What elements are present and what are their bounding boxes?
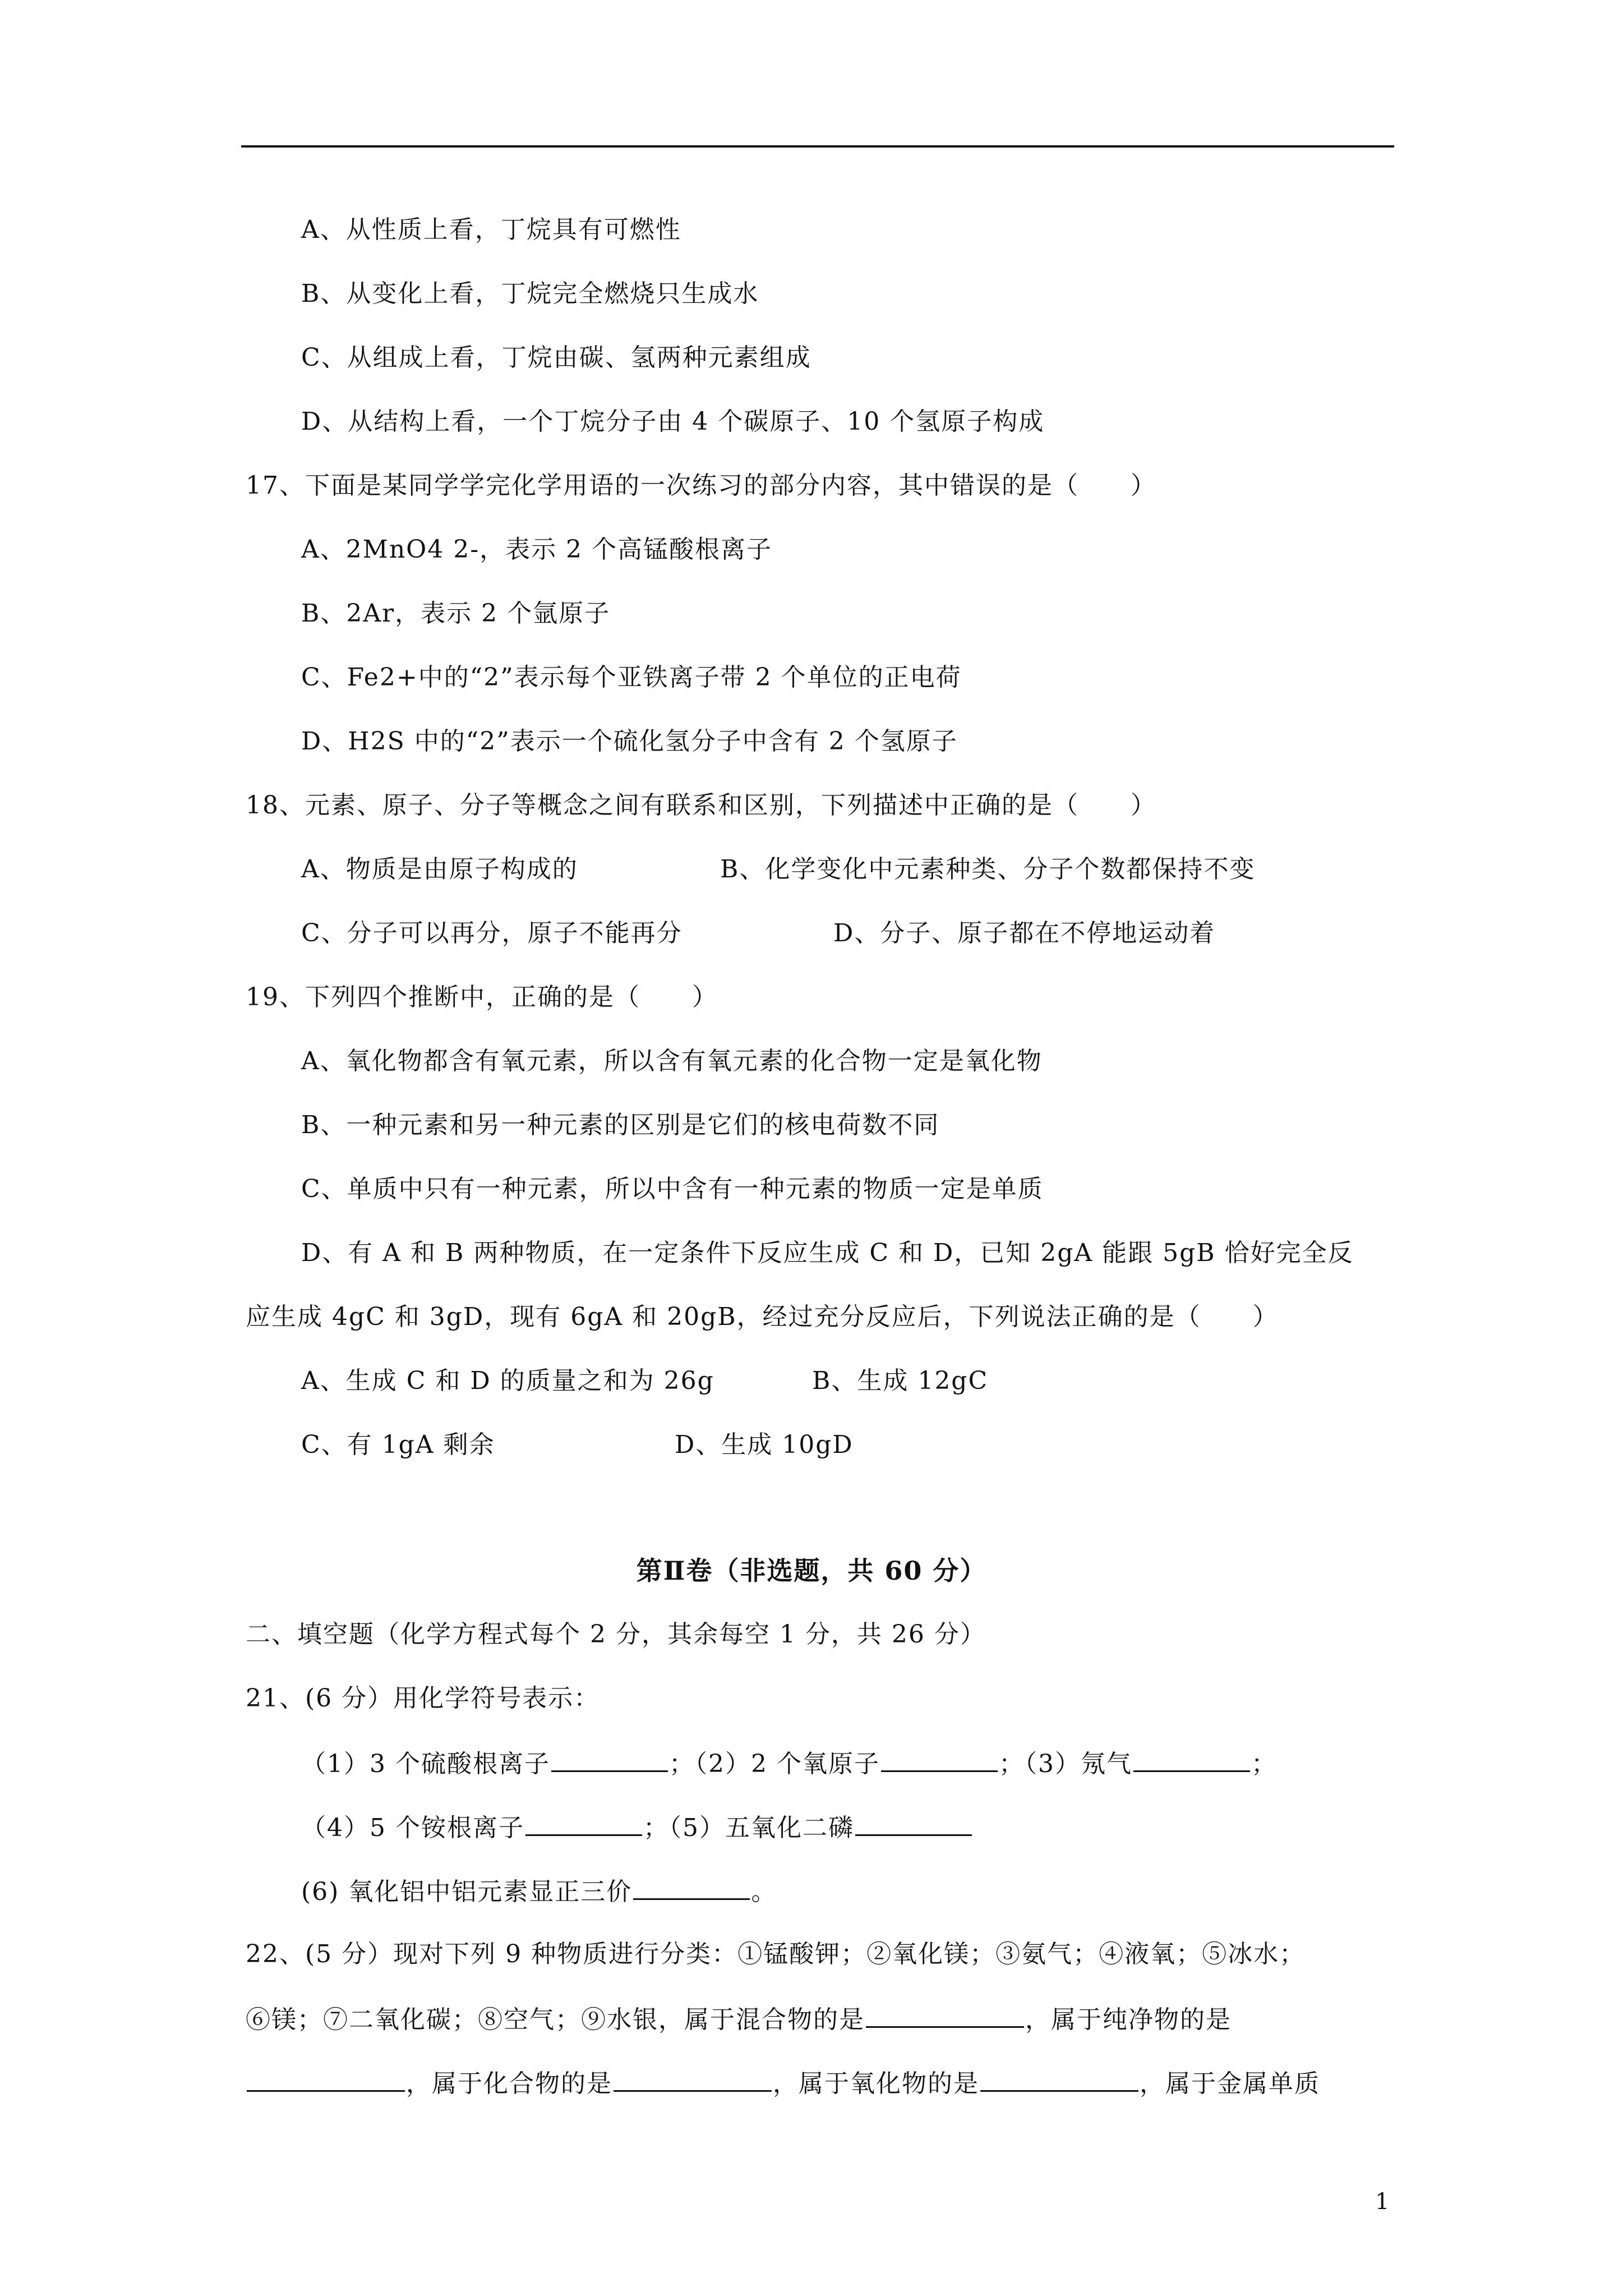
q22-line-3-text-b: ，属于氧化物的是 xyxy=(773,2069,979,2098)
q16-option-a: A、从性质上看，丁烷具有可燃性 xyxy=(301,215,681,244)
page-number: 1 xyxy=(1375,2189,1390,2215)
q21-part-3-label: ；（3）氖气 xyxy=(998,1750,1132,1778)
q19-option-d-line1: D、有 A 和 B 两种物质，在一定条件下反应生成 C 和 D，已知 2gA 能跟 5gB 恰好完全反 xyxy=(301,1239,1354,1267)
q21-row-3 xyxy=(301,1874,777,1907)
q17-stem: 17、下面是某同学学完化学用语的一次练习的部分内容，其中错误的是（ ） xyxy=(246,471,1156,500)
q20-option-a: A、生成 C 和 D 的质量之和为 26g xyxy=(301,1366,714,1395)
q22-line-2 xyxy=(246,2001,1232,2035)
q21-part-1-label: （1）3 个硫酸根离子 xyxy=(301,1750,550,1778)
q22-line-3-text-a: ，属于化合物的是 xyxy=(406,2069,612,2098)
q21-row-1 xyxy=(301,1746,1277,1779)
q22-line-2-text-b: ，属于纯净物的是 xyxy=(1025,2005,1232,2034)
q20-option-b: B、生成 12gC xyxy=(812,1366,989,1395)
q17-option-c: C、Fe2+中的“2”表示每个亚铁离子带 2 个单位的正电荷 xyxy=(301,663,962,692)
q17-option-d: D、H2S 中的“2”表示一个硫化氢分子中含有 2 个氢原子 xyxy=(301,727,958,756)
q21-row-2 xyxy=(301,1810,973,1843)
q21-part-4-label: （4）5 个铵根离子 xyxy=(301,1814,524,1842)
q21-answer-blank-5[interactable] xyxy=(855,1810,972,1836)
section-heading: 二、填空题（化学方程式每个 2 分，其余每空 1 分，共 26 分） xyxy=(246,1620,986,1649)
q17-option-a: A、2MnO4 2-，表示 2 个高锰酸根离子 xyxy=(301,535,773,564)
q22-answer-blank-pure[interactable] xyxy=(247,2065,405,2092)
q19-option-c: C、单质中只有一种元素，所以中含有一种元素的物质一定是单质 xyxy=(301,1175,1044,1203)
q19-option-b: B、一种元素和另一种元素的区别是它们的核电荷数不同 xyxy=(301,1111,940,1139)
q19-option-d-line2: 应生成 4gC 和 3gD，现有 6gA 和 20gB，经过充分反应后，下列说法正确的是（ ） xyxy=(246,1303,1279,1331)
q21-row-1-end: ； xyxy=(1251,1750,1277,1778)
q17-option-b: B、2Ar，表示 2 个氩原子 xyxy=(301,599,611,628)
q22-answer-blank-oxide[interactable] xyxy=(980,2065,1138,2092)
q18-option-c: C、分子可以再分，原子不能再分 xyxy=(301,919,683,947)
q20-option-c: C、有 1gA 剩余 xyxy=(301,1430,495,1459)
q22-line-3-text-c: ，属于金属单质 xyxy=(1140,2069,1320,2098)
q22-line-3 xyxy=(246,2065,1320,2099)
q19-option-a: A、氧化物都含有氧元素，所以含有氧元素的化合物一定是氧化物 xyxy=(301,1047,1043,1075)
q21-part-6-label: (6) 氧化铝中铝元素显正三价 xyxy=(301,1878,633,1906)
q20-option-d: D、生成 10gD xyxy=(675,1430,854,1459)
q21-answer-blank-2[interactable] xyxy=(881,1746,998,1772)
q21-row-3-end: 。 xyxy=(751,1878,777,1906)
q22-line-2-text-a: ⑥镁；⑦二氧化碳；⑧空气；⑨水银，属于混合物的是 xyxy=(246,2005,865,2034)
q22-answer-blank-mixture[interactable] xyxy=(866,2001,1024,2028)
q16-option-d: D、从结构上看，一个丁烷分子由 4 个碳原子、10 个氢原子构成 xyxy=(301,407,1045,436)
q21-answer-blank-3[interactable] xyxy=(1133,1746,1250,1772)
header-rule xyxy=(241,145,1394,148)
section-title: 第Ⅱ卷（非选题，共 60 分） xyxy=(636,1556,987,1586)
q16-option-c: C、从组成上看，丁烷由碳、氢两种元素组成 xyxy=(301,343,811,372)
q18-option-b: B、化学变化中元素种类、分子个数都保持不变 xyxy=(720,855,1256,884)
q21-answer-blank-1[interactable] xyxy=(551,1746,668,1772)
q18-option-a: A、物质是由原子构成的 xyxy=(301,855,578,884)
q18-option-d: D、分子、原子都在不停地运动着 xyxy=(833,919,1216,947)
q16-option-b: B、从变化上看，丁烷完全燃烧只生成水 xyxy=(301,279,759,308)
q18-stem: 18、元素、原子、分子等概念之间有联系和区别，下列描述中正确的是（ ） xyxy=(246,791,1156,820)
q21-part-2-label: ；（2）2 个氧原子 xyxy=(668,1750,880,1778)
q22-answer-blank-compound[interactable] xyxy=(614,2065,772,2092)
q22-line-1: 22、(5 分）现对下列 9 种物质进行分类：①锰酸钾；②氧化镁；③氨气；④液氧；⑤冰水； xyxy=(246,1940,1306,1968)
q21-part-5-label: ；（5）五氧化二磷 xyxy=(643,1814,854,1842)
q21-answer-blank-6[interactable] xyxy=(633,1874,750,1900)
q21-stem: 21、(6 分）用化学符号表示： xyxy=(246,1684,600,1713)
q19-stem: 19、下列四个推断中，正确的是（ ） xyxy=(246,983,718,1011)
q21-answer-blank-4[interactable] xyxy=(525,1810,642,1836)
